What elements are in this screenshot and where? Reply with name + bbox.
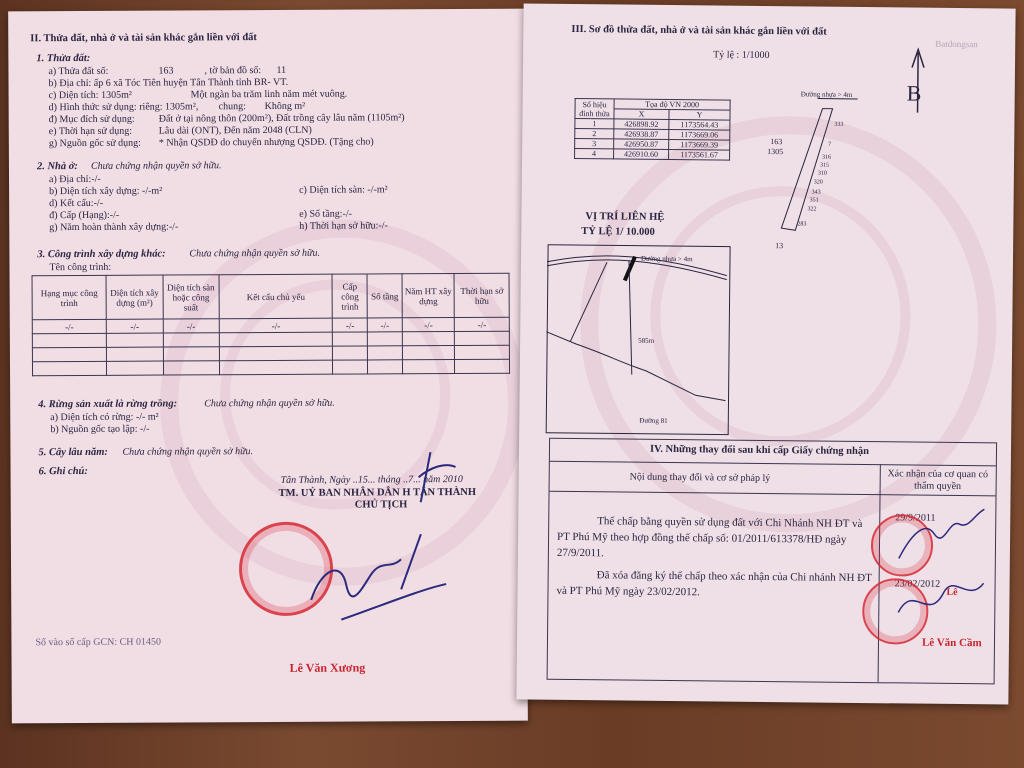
- table-cell: -/-: [106, 319, 163, 333]
- parcel-sketch: [761, 88, 863, 239]
- officer-name-short: Lê: [946, 586, 958, 599]
- house-build-area: b) Diện tích xây dựng: -/-m²: [49, 185, 163, 198]
- term-label: e) Thời hạn sử dụng:: [48, 125, 133, 138]
- area-words: Một ngàn ba trăm linh năm mét vuông.: [190, 88, 348, 101]
- table-header: Kết cấu chủ yếu: [219, 274, 333, 319]
- subsection-title: 1. Thửa đất:: [36, 52, 91, 65]
- certificate-right-page: [516, 3, 1015, 704]
- house-floors: e) Số tầng:-/-: [299, 208, 352, 220]
- dim-label: 316: [822, 154, 832, 161]
- notes-title: 6. Ghi chú:: [38, 465, 88, 478]
- purpose-label: đ) Mục đích sử dụng:: [48, 113, 135, 126]
- table-header-row: [32, 273, 509, 319]
- forest-area: a) Diện tích có rừng: -/- m²: [50, 411, 159, 424]
- table-row: [32, 359, 509, 375]
- table-cell: -/-: [367, 318, 402, 332]
- house-floor-area: c) Diện tích sàn: -/-m²: [299, 184, 388, 196]
- chairman-signature: [251, 529, 452, 640]
- house-completion-year: g) Năm hoàn thành xây dựng:-/-: [49, 221, 179, 234]
- table-header: X: [614, 109, 669, 120]
- north-label: B: [906, 80, 922, 106]
- date-signature-mark: [410, 447, 470, 507]
- area-line: c) Diện tích: 1305m²: [48, 89, 132, 102]
- purpose-value: Đất ở tại nông thôn (200m²), Đất trồng cây lâu năm (1105m²): [158, 112, 405, 125]
- officer-signature-1: [889, 498, 990, 569]
- table-header: Cấp công trình: [332, 274, 367, 318]
- diagram-scale: Tỷ lệ : 1/1000: [713, 49, 770, 62]
- issuing-authority: TM. UỶ BAN NHÂN DÂN H TÂN THÀNH: [278, 486, 477, 499]
- house-grade: đ) Cấp (Hạng):-/-: [49, 209, 120, 222]
- location-road-label: Đường nhựa > 4m: [640, 254, 693, 264]
- officer-name: Lê Văn Cầm: [921, 636, 982, 650]
- origin-value: * Nhận QSDĐ do chuyển nhượng QSDĐ. (Tặng cho): [158, 136, 374, 149]
- parcel-number-value: 163: [158, 65, 174, 77]
- table-cell: -/-: [333, 318, 368, 332]
- other-works-status: Chưa chứng nhận quyền sở hữu.: [189, 247, 321, 260]
- dim-label: 7: [828, 141, 832, 148]
- changes-col-content: Nội dung thay đổi và cơ sở pháp lý: [629, 471, 771, 485]
- changes-title: IV. Những thay đổi sau khi cấp Giấy chứng nhận: [649, 443, 870, 458]
- serial-number: Số vào sổ cấp GCN: CH 01450: [35, 636, 162, 649]
- dim-label: 333: [834, 121, 844, 128]
- table-header-row: [575, 98, 730, 110]
- dim-label: 322: [807, 206, 817, 213]
- usage-shared-label: chung:: [218, 101, 246, 113]
- issue-date: Tân Thành, Ngày ..15... tháng ..7... năm 2010: [280, 473, 463, 486]
- diagram-section-title: III. Sơ đồ thửa đất, nhà ở và tài sản khác gắn liền với đất: [571, 23, 827, 38]
- address-line: b) Địa chỉ: ấp 6 xã Tóc Tiên huyện Tân Thành tỉnh BR- VT.: [48, 76, 289, 90]
- table-header: Hạng mục công trình: [32, 275, 106, 319]
- usage-form-line: d) Hình thức sử dụng: riêng: 1305m²,: [48, 101, 199, 114]
- usage-shared-value: Không m²: [264, 100, 306, 113]
- table-row: 3 426950.87 1173669.39: [575, 138, 730, 150]
- dim-label: 283: [797, 221, 807, 228]
- change-entry2-date: 23/02/2012: [894, 578, 941, 590]
- forest-title: 4. Rừng sản xuất là rừng trồng:: [38, 398, 178, 411]
- table-row: 2 426938.87 1173669.06: [575, 128, 730, 140]
- dim-label: 320: [813, 179, 823, 186]
- change-entry-mortgage: Thế chấp bằng quyền sử dụng đất với Chi Nhánh NH ĐT và PT Phú Mỹ theo hợp đồng thế chấp số: 01/2011/613378/HĐ ngày 27/9/2011.: [556, 515, 863, 560]
- works-table: [32, 273, 511, 377]
- table-cell: -/-: [402, 318, 455, 332]
- table-cell: -/-: [219, 318, 332, 333]
- house-status: Chưa chứng nhận quyền sở hữu.: [90, 160, 222, 172]
- house-address: a) Địa chỉ:-/-: [48, 173, 101, 186]
- change-entry-release: Đã xóa đăng ký thế chấp theo xác nhận của Chi nhánh NH ĐT và PT Phú Mỹ ngày 23/02/2012.: [556, 569, 872, 599]
- changes-col-confirm: Xác nhận của cơ quan có thẩm quyền: [887, 468, 989, 493]
- dim-label: 315: [819, 162, 830, 169]
- table-header: Diện tích xây dựng (m²): [106, 275, 163, 319]
- table-header: Diện tích sàn hoặc công suất: [163, 275, 220, 319]
- parcel-area: 1305: [767, 147, 784, 157]
- chairman-name: Lê Văn Xương: [289, 660, 366, 675]
- table-header: Số hiệu đỉnh thửa: [575, 98, 614, 118]
- table-header: Tọa độ VN 2000: [614, 99, 730, 110]
- table-header: Năm HT xây dựng: [402, 274, 455, 318]
- term-value: Lâu dài (ONT), Đến năm 2048 (CLN): [158, 124, 312, 137]
- forest-origin: b) Nguồn gốc tạo lập: -/-: [50, 423, 150, 436]
- parcel-number-label: a) Thửa đất số:: [48, 65, 109, 78]
- change-entry1-date: 29/9/2011: [895, 512, 936, 524]
- table-cell: -/-: [163, 319, 219, 333]
- location-scale: TỶ LỆ 1/ 10.000: [581, 226, 655, 238]
- table-header: Thời hạn sở hữu: [454, 273, 509, 317]
- dim-label: 351: [809, 197, 819, 204]
- perennial-title: 5. Cây lâu năm:: [38, 446, 108, 459]
- parcel-road-label: Đường nhựa > 4m: [800, 90, 853, 99]
- chairman-title: CHỦ TỊCH: [354, 499, 408, 511]
- officer-signature-2: [888, 562, 989, 633]
- house-structure: d) Kết cấu:-/-: [49, 197, 104, 210]
- other-works-title: 3. Công trình xây dựng khác:: [37, 248, 166, 261]
- table-cell: -/-: [32, 319, 106, 333]
- perennial-status: Chưa chứng nhận quyền sở hữu.: [122, 446, 254, 458]
- table-row: 1 426898.92 1173564.43: [575, 118, 730, 130]
- changes-box: [547, 438, 998, 685]
- dim-label: 343: [811, 189, 821, 196]
- location-length: 585m: [638, 336, 655, 345]
- table-row: 4 426910.60 1173561.67: [575, 148, 730, 160]
- works-name-label: Tên công trình:: [49, 261, 112, 274]
- table-header: Số tầng: [367, 274, 402, 318]
- house-title: 2. Nhà ở:: [36, 160, 78, 173]
- house-ownership-term: h) Thời hạn sở hữu:-/-: [299, 220, 388, 232]
- coordinates-table: [574, 98, 731, 161]
- table-cell: -/-: [455, 317, 510, 331]
- dim-label: 310: [817, 170, 827, 177]
- parcel-number: 163: [770, 137, 783, 147]
- location-title: VỊ TRÍ LIÊN HỆ: [585, 211, 665, 223]
- map-sheet-label: , tờ bản đồ số:: [204, 65, 262, 77]
- parcel-bottom-number: 13: [775, 241, 784, 251]
- section-title: II. Thửa đất, nhà ở và tài sản khác gắn liền với đất: [30, 32, 257, 45]
- watermark: Batdongsan: [935, 38, 978, 50]
- origin-label: g) Nguồn gốc sử dụng:: [48, 137, 141, 150]
- location-road2-label: Đường 81: [639, 416, 668, 425]
- table-header: Y: [669, 109, 730, 120]
- forest-status: Chưa chứng nhận quyền sở hữu.: [204, 397, 335, 410]
- map-sheet-value: 11: [276, 64, 287, 76]
- certificate-left-page: [8, 9, 528, 724]
